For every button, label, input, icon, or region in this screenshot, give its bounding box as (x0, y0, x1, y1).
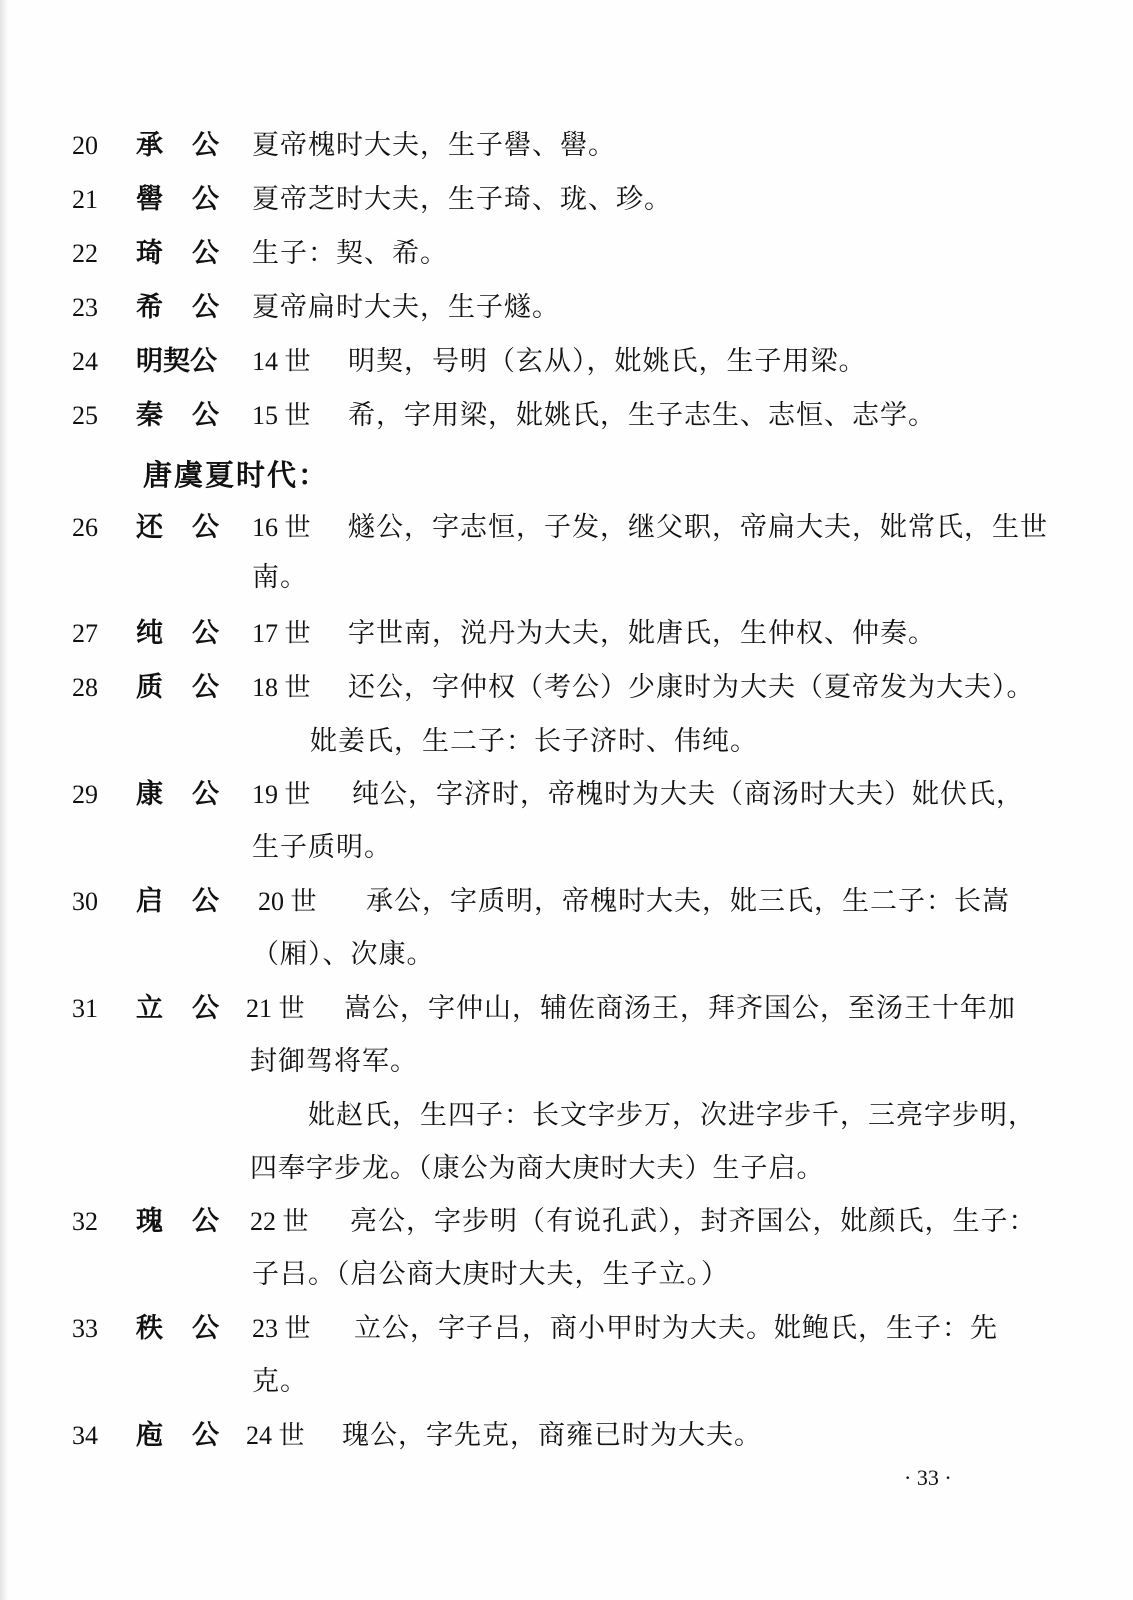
entry-text: 夏帝扁时大夫，生子燧。 (252, 292, 560, 323)
entry-number: 20 (72, 131, 98, 160)
genealogy-entry (0, 232, 1133, 288)
generation-label: 18 世 (252, 673, 311, 702)
entry-text: 还公，字仲权（考公）少康时为大夫（夏帝发为大夫）。 (348, 672, 1035, 703)
entry-number: 24 (72, 347, 98, 376)
generation-label: 24 世 (246, 1421, 305, 1450)
generation-label: 23 世 (252, 1314, 311, 1343)
entry-name: 纯公 (136, 618, 248, 649)
genealogy-entry (0, 394, 1133, 450)
entry-number: 25 (72, 401, 98, 430)
entry-name: 瑰公 (136, 1206, 248, 1237)
entry-text-continuation: 封御驾将军。 (250, 1046, 418, 1077)
entry-text: 夏帝槐时大夫，生子嚳、嚳。 (252, 130, 616, 161)
entry-name: 明契公 (136, 346, 217, 377)
entry-name: 立公 (136, 993, 248, 1024)
entry-number: 28 (72, 673, 98, 702)
entry-name: 秩公 (136, 1313, 248, 1344)
entry-text: 纯公，字济时，帝槐时为大夫（商汤时大夫）妣伏氏， (352, 779, 1024, 810)
section-heading: 唐虞夏时代： (143, 458, 330, 492)
entry-text: 亮公，字步明（有说孔武），封齐国公，妣颜氏，生子： (350, 1206, 1037, 1237)
genealogy-entry (0, 1307, 1133, 1407)
genealogy-entry (0, 1414, 1133, 1470)
entry-text-continuation: （厢）、次康。 (252, 939, 435, 970)
entry-text: 生子：契、希。 (252, 238, 448, 269)
page-number: · 33 · (904, 1465, 952, 1490)
entry-text-continuation: 南。 (252, 562, 308, 593)
entry-name: 琦公 (136, 238, 248, 269)
generation-label: 19 世 (252, 780, 311, 809)
genealogy-entry (0, 286, 1133, 342)
entry-number: 23 (72, 293, 98, 322)
entry-number: 33 (72, 1314, 98, 1343)
generation-label: 14 世 (252, 347, 311, 376)
entry-number: 31 (72, 994, 98, 1023)
entry-text-continuation: 妣赵氏，生四子：长文字步万，次进字步千，三亮字步明， (308, 1100, 1036, 1131)
entry-name: 启公 (136, 886, 248, 917)
entry-number: 34 (72, 1421, 98, 1450)
genealogy-entry (0, 178, 1133, 234)
entry-number: 32 (72, 1207, 98, 1236)
genealogy-entry (0, 773, 1133, 873)
entry-number: 21 (72, 185, 98, 214)
entry-text-continuation: 子吕。（启公商大庚时大夫，生子立。） (252, 1259, 729, 1290)
entry-name: 承公 (136, 130, 248, 161)
entry-number: 26 (72, 513, 98, 542)
entry-name: 嚳公 (136, 184, 248, 215)
entry-name: 希公 (136, 292, 248, 323)
entry-number: 29 (72, 780, 98, 809)
generation-label: 21 世 (246, 994, 305, 1023)
entry-text: 燧公，字志恒，子发，继父职，帝扁大夫，妣常氏，生世 (348, 512, 1048, 543)
entry-text-continuation: 生子质明。 (252, 832, 392, 863)
genealogy-entry (0, 124, 1133, 180)
generation-label: 20 世 (258, 887, 317, 916)
entry-text: 承公，字质明，帝槐时大夫，妣三氏，生二子：长嵩 (366, 886, 1010, 917)
entry-name: 质公 (136, 672, 248, 703)
entry-text: 明契，号明（玄从），妣姚氏，生子用梁。 (348, 346, 867, 377)
entry-name: 庖公 (136, 1420, 248, 1451)
entry-text-continuation: 妣姜氏，生二子：长子济时、伟纯。 (310, 726, 758, 757)
genealogy-entry (0, 1200, 1133, 1300)
genealogy-entry (0, 987, 1133, 1187)
entry-text: 嵩公，字仲山，辅佐商汤王，拜齐国公，至汤王十年加 (344, 993, 1016, 1024)
entry-number: 27 (72, 619, 98, 648)
entry-name: 还公 (136, 512, 248, 543)
genealogy-entry (0, 880, 1133, 980)
entry-text: 希，字用梁，妣姚氏，生子志生、志恒、志学。 (348, 400, 936, 431)
generation-label: 15 世 (252, 401, 311, 430)
entry-text: 立公，字子吕，商小甲时为大夫。妣鲍氏，生子：先 (354, 1313, 998, 1344)
generation-label: 16 世 (252, 513, 311, 542)
generation-label: 17 世 (252, 619, 311, 648)
entry-text-continuation: 克。 (252, 1366, 308, 1397)
entry-number: 22 (72, 239, 98, 268)
entry-name: 康公 (136, 779, 248, 810)
entry-text: 瑰公，字先克，商雍已时为大夫。 (342, 1420, 762, 1451)
entry-text: 夏帝芝时大夫，生子琦、珑、珍。 (252, 184, 672, 215)
entry-name: 秦公 (136, 400, 248, 431)
entry-text: 字世南，涚丹为大夫，妣唐氏，生仲权、仲奏。 (348, 618, 936, 649)
genealogy-entry (0, 506, 1133, 606)
genealogy-entry (0, 340, 1133, 396)
genealogy-entry (0, 666, 1133, 766)
entry-text-continuation: 四奉字步龙。（康公为商大庚时大夫）生子启。 (250, 1153, 825, 1184)
entry-number: 30 (72, 887, 98, 916)
generation-label: 22 世 (250, 1207, 309, 1236)
genealogy-entry (0, 612, 1133, 668)
